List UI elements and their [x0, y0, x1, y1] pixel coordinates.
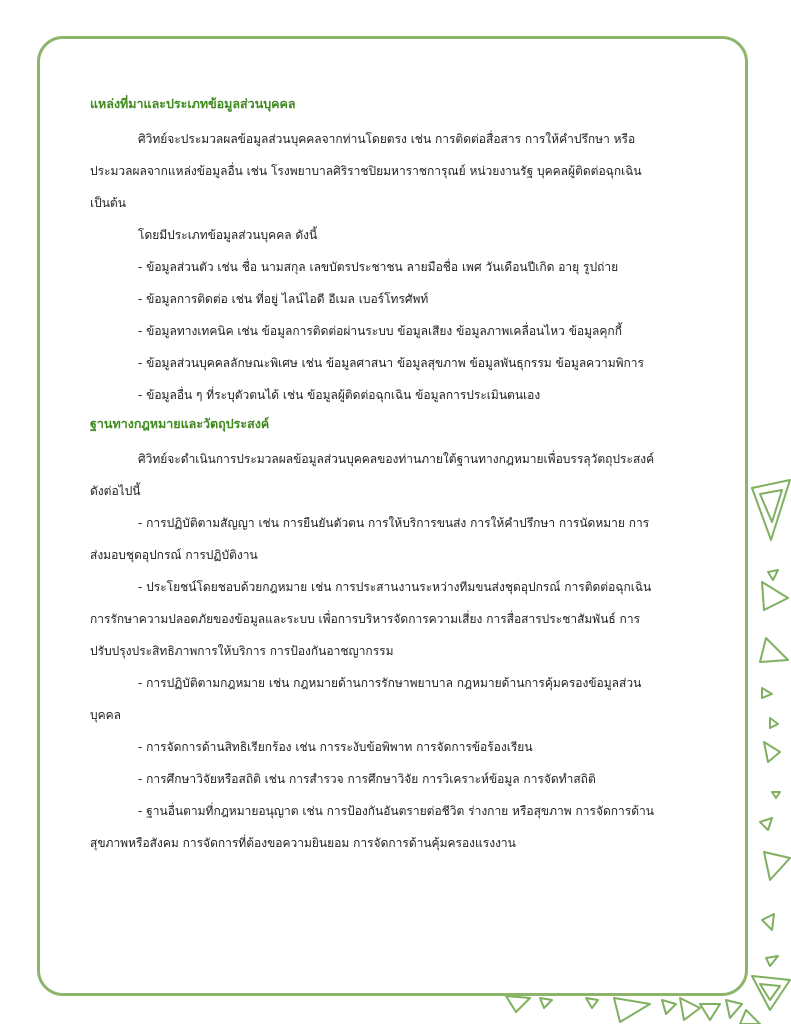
legal-basis-item: - ฐานอื่นตามที่กฎหมายอนุญาต เช่น การป้องกันอันตรายต่อชีวิต ร่างกาย หรือสุขภาพ การจัดการด้าน — [138, 804, 654, 818]
triangle-shape — [740, 1010, 760, 1024]
legal-basis-item-continuation: การรักษาความปลอดภัยของข้อมูลและระบบ เพื่อการบริหารจัดการความเสี่ยง การสื่อสารประชาสัมพันธ์ การ — [90, 612, 641, 626]
triangle-shape — [700, 1004, 720, 1020]
triangle-shape — [764, 742, 780, 762]
triangle-shape — [766, 956, 778, 966]
triangle-shape — [762, 688, 772, 698]
triangle-shape — [726, 1000, 742, 1018]
document-body — [90, 93, 712, 859]
paragraph-line: ดังต่อไปนี้ — [90, 484, 141, 498]
triangle-shape — [762, 914, 774, 930]
legal-basis-item: - ประโยชน์โดยชอบด้วยกฎหมาย เช่น การประสานงานระหว่างทีมขนส่งชุดอุปกรณ์ การติดต่อฉุกเฉิน — [138, 580, 652, 594]
triangle-shape — [770, 718, 778, 728]
legal-basis-item: - การศึกษาวิจัยหรือสถิติ เช่น การสำรวจ การศึกษาวิจัย การวิเคราะห์ข้อมูล การจัดทำสถิติ — [138, 772, 596, 786]
legal-basis-item-continuation: บุคคล — [90, 708, 122, 722]
data-type-item: - ข้อมูลส่วนตัว เช่น ชื่อ นามสกุล เลขบัตรประชาชน ลายมือชื่อ เพศ วันเดือนปีเกิด อายุ รูปถ่าย — [138, 260, 619, 274]
data-type-item: - ข้อมูลส่วนบุคคลลักษณะพิเศษ เช่น ข้อมูลศาสนา ข้อมูลสุขภาพ ข้อมูลพันธุกรรม ข้อมูลความพิการ — [138, 356, 644, 370]
triangle-shape — [760, 638, 788, 662]
paragraph-line: เป็นต้น — [90, 196, 126, 210]
paragraph-line: ประมวลผลจากแหล่งข้อมูลอื่น เช่น โรงพยาบาลศิริราชปิยมหาราชการุณย์ หน่วยงานรัฐ บุคคลผู้ติดต่อฉุกเฉิน — [90, 164, 642, 178]
triangle-shape — [762, 582, 788, 610]
triangle-shape — [614, 998, 650, 1022]
legal-basis-item: - การปฏิบัติตามสัญญา เช่น การยืนยันตัวตน การให้บริการขนส่ง การให้คำปรึกษา การนัดหมาย การ — [138, 516, 650, 530]
legal-basis-item: - การปฏิบัติตามกฎหมาย เช่น กฎหมายด้านการรักษาพยาบาล กฎหมายด้านการคุ้มครองข้อมูลส่วน — [138, 676, 642, 690]
triangle-shape — [540, 998, 552, 1008]
paragraph-line: ศิวิทย์จะดำเนินการประมวลผลข้อมูลส่วนบุคคลของท่านภายใต้ฐานทางกฎหมายเพื่อบรรลุวัตถุประสงค์ — [138, 452, 655, 466]
paragraph-line: ศิวิทย์จะประมวลผลข้อมูลส่วนบุคคลจากท่านโดยตรง เช่น การติดต่อสื่อสาร การให้คำปรึกษา หรือ — [138, 132, 636, 146]
triangle-shape — [764, 852, 790, 880]
legal-basis-item-continuation: ปรับปรุงประสิทธิภาพการให้บริการ การป้องกันอาชญากรรม — [90, 644, 394, 658]
triangle-shape — [752, 480, 790, 540]
triangle-shape — [680, 998, 700, 1020]
legal-basis-item-continuation: ส่งมอบชุดอุปกรณ์ การปฏิบัติงาน — [90, 548, 258, 562]
triangle-shape — [760, 818, 772, 830]
section-heading-legal-basis: ฐานทางกฎหมายและวัตถุประสงค์ — [90, 416, 270, 431]
data-type-item: - ข้อมูลการติดต่อ เช่น ที่อยู่ ไลน์ไอดี อีเมล เบอร์โทรศัพท์ — [138, 292, 429, 306]
triangle-shape — [768, 570, 778, 580]
data-type-item: - ข้อมูลอื่น ๆ ที่ระบุตัวตนได้ เช่น ข้อมูลผู้ติดต่อฉุกเฉิน ข้อมูลการประเมินตนเอง — [138, 388, 541, 402]
triangle-shape — [586, 998, 598, 1008]
triangle-shape — [772, 792, 780, 798]
data-type-item: - ข้อมูลทางเทคนิค เช่น ข้อมูลการติดต่อผ่านระบบ ข้อมูลเสียง ข้อมูลภาพเคลื่อนไหว ข้อมูลคุกกี้ — [138, 324, 622, 338]
data-types-intro: โดยมีประเภทข้อมูลส่วนบุคคล ดังนี้ — [138, 228, 318, 242]
legal-basis-item: - การจัดการด้านสิทธิเรียกร้อง เช่น การระงับข้อพิพาท การจัดการข้อร้องเรียน — [138, 740, 533, 754]
section-heading-data-sources: แหล่งที่มาและประเภทข้อมูลส่วนบุคคล — [90, 96, 296, 111]
triangle-shape — [662, 1000, 676, 1014]
triangle-shape — [752, 976, 790, 1010]
triangle-shape — [506, 996, 530, 1012]
legal-basis-item-continuation: สุขภาพหรือสังคม การจัดการที่ต้องขอความยินยอม การจัดการด้านคุ้มครองแรงงาน — [90, 836, 516, 850]
